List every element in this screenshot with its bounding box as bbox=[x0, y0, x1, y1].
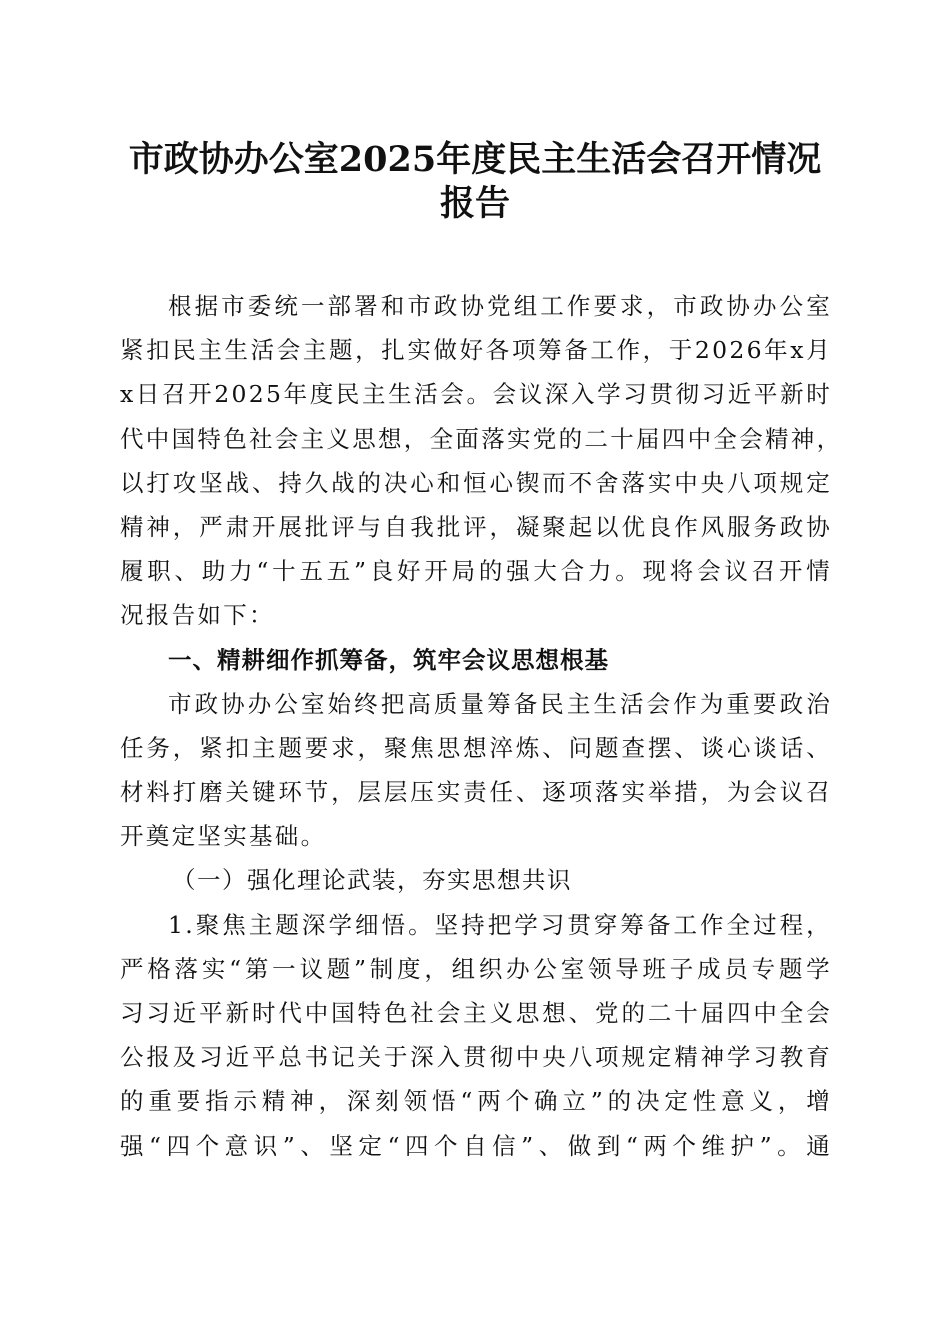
document-title bbox=[120, 138, 830, 226]
paragraph-line: 开奠定坚实基础。 bbox=[120, 822, 327, 851]
paragraph-line: 以打攻坚战、持久战的决心和恒心锲而不舍落实中央八项规定 bbox=[120, 468, 832, 497]
paragraph-line: 习习近平新时代中国特色社会主义思想、党的二十届四中全会 bbox=[120, 999, 832, 1027]
section-heading: 一、精耕细作抓筹备，筑牢会议思想根基 bbox=[168, 645, 609, 674]
paragraph-line: 强“四个意识”、坚定“四个自信”、做到“两个维护”。通 bbox=[120, 1131, 832, 1160]
document-body bbox=[120, 284, 843, 1168]
paragraph-line: 材料打磨关键环节，层层压实责任、逐项落实举措，为会议召 bbox=[120, 778, 832, 807]
paragraph-line: 况报告如下： bbox=[120, 601, 275, 630]
paragraph-line: 严格落实“第一议题”制度，组织办公室领导班子成员专题学 bbox=[120, 954, 832, 983]
subsection-heading: （一）强化理论武装，夯实思想共识 bbox=[172, 866, 572, 895]
paragraph-line: 紧扣民主生活会主题，扎实做好各项筹备工作，于2026年x月 bbox=[120, 336, 832, 365]
paragraph-line: 市政协办公室始终把高质量筹备民主生活会作为重要政治 bbox=[168, 689, 832, 718]
paragraph-line: 任务，紧扣主题要求，聚焦思想淬炼、问题查摆、谈心谈话、 bbox=[120, 733, 832, 762]
paragraph-line: 公报及习近平总书记关于深入贯彻中央八项规定精神学习教育 bbox=[120, 1043, 832, 1072]
paragraph-line: 精神，严肃开展批评与自我批评，凝聚起以优良作风服务政协 bbox=[120, 512, 832, 541]
paragraph-line: 履职、助力“十五五”良好开局的强大合力。现将会议召开情 bbox=[120, 557, 832, 586]
paragraph-line: 的重要指示精神，深刻领悟“两个确立”的决定性意义，增 bbox=[120, 1087, 832, 1116]
paragraph-line: 1.聚焦主题深学细悟。坚持把学习贯穿筹备工作全过程， bbox=[168, 910, 832, 939]
title-line: 市政协办公室2025年度民主生活会召开情况 bbox=[128, 139, 822, 180]
title-line: 报告 bbox=[439, 183, 510, 224]
paragraph-line: x日召开2025年度民主生活会。会议深入学习贯彻习近平新时 bbox=[120, 380, 832, 409]
paragraph-line: 根据市委统一部署和市政协党组工作要求，市政协办公室 bbox=[168, 292, 832, 320]
paragraph-line: 代中国特色社会主义思想，全面落实党的二十届四中全会精神， bbox=[120, 424, 843, 453]
